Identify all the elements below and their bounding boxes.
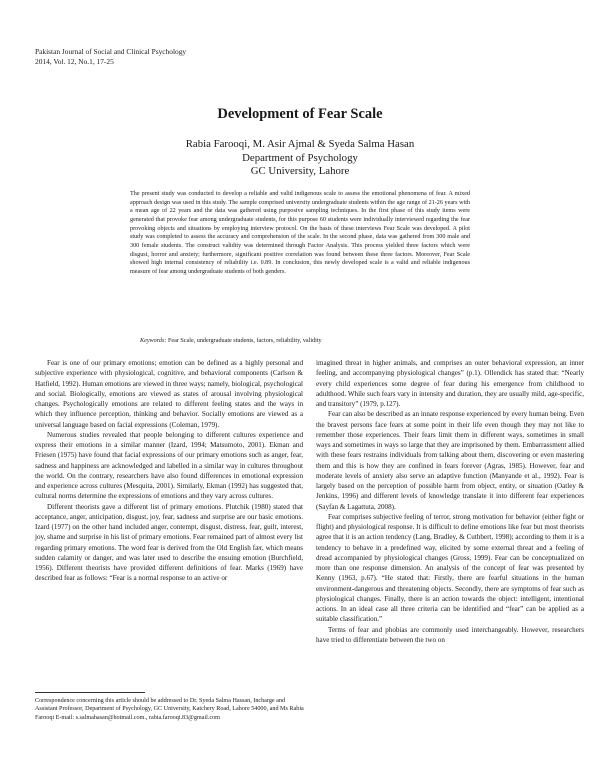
abstract: The present study was conducted to develop a reliable and valid indigenous scale to assess the emotional phenomena of fear. A mixed approach design was used in this study. The sample comprised university undergraduate students within the age range of 21-26 years with a mean age of 22 years and the data was gathered using purposive sampling techniques. In the first phase of this study items were generated that provoke fear among undergraduate students, for this purpose 60 students were individually interviewed regarding the fear provoking objects and situations by employing interview protocol. On the basis of these interviews Fear Scale was developed. A pilot study was completed to assess the accuracy and comprehension of the scale. In the second phase, data was gathered from 300 male and 300 female students. The construct validity was determined through Factor Analysis. This process yielded three factors which were disgust, horror and anxiety; furthermore, significant positive correlation was found between these three factors. Moreover, Fear Scale showed high internal consistency of reliability i.e. 0.89. In conclusion, this newly developed scale is a valid and reliable indigenous measure of fear among undergraduate students of both genders. (130, 191, 470, 275)
paragraph: Fear comprises subjective feeling of terror, strong motivation for behavior (either fight or flight) and physiological response. It is difficult to define emotions like fear but most theorists agree that it is an action tendency (Lang, Bradley, & Cuthbert, 1998); according to them it is a tendency to behave in a predefined way, elicited by some external threat and a feeling of dread accompanied by physiological changes (Gross, 1999). Fear can be conceptualized on more than one response dimension. An analysis of the concept of fear was presented by Kenny (1963, p.67). “He stated that: Firstly, there are fearful situations in the human environment-dangerous and threatening objects. Secondly, there are symptoms of fear such as physiological changes. Finally, there is an action towards the object: intelligent, intentional actions. In an ideal case all three criteria can be identified and “fear” can be applied as a suitable classification.” (316, 512, 584, 624)
right-column (316, 358, 584, 645)
paragraph: Different theorists gave a different list of primary emotions. Plutchik (1980) stated that acceptance, anger, anticipation, disgust, joy, fear, sadness and surprise are our basic emotions. Izard (1977) on the other hand included anger, contempt, disgust, distress, fear, guilt, interest, joy, shame and surprise in his list of primary emotions. Fear remained part of almost every list regarding primary emotions. The word fear is derived from the Old English fær, which means sudden calamity or danger, and was later used to describe the ensuing emotion (Burchfield, 1956). Different theorists have provided different definitions of fear. Marks (1969) have described fear as follows: “Fear is a normal response to an active or (35, 502, 303, 583)
paragraph: Numerous studies revealed that people belonging to different cultures experience and express their emotions in a similar manner (Izard, 1994; Matsumoto, 2001). Ekman and Friesen (1975) have found that facial expressions of our primary emotions such as anger, fear, sadness and happiness are acknowledged and labelled in a similar way in cultures throughout the world. On the contrary, researchers have also found differences in emotional expression and experience across cultures (Mesquita, 2001). Similarly, Ekman (1992) has suggested that, cultural norms determine the expressions of emotions and they vary across cultures. (35, 430, 303, 501)
journal-name: Pakistan Journal of Social and Clinical Psychology (35, 47, 187, 56)
author-department: Department of Psychology (242, 151, 358, 164)
article-title: Development of Fear Scale (217, 106, 383, 122)
keywords-label: Keywords: (140, 338, 167, 344)
paragraph: Fear can also be described as an innate response experienced by every human being. Even the bravest persons face fears at some point in their life even though they may not like to remember those experiences. Their fears limit them in different ways, sometimes in small ways and sometimes in ways so large that they are imprisoned by them. Embarrassment allied with these fears restrains individuals from talking about them, discovering or even mastering them and this is how they are confined in fears forever (Agras, 1985). However, fear and moderate levels of anxiety also serve an adaptive function (Manyande et al., 1992). Fear is largely based on the perception of possible harm from object, entity, or situation (Oatley & Jenkins, 1996) and different levels of knowledge translate it into different fear experiences (Sayfan & Lagattuta, 2008). (316, 410, 584, 511)
keywords (140, 338, 480, 344)
left-column (35, 358, 303, 584)
author-names: Rabia Farooqi, M. Asir Ajmal & Syeda Salma Hasan (185, 138, 415, 150)
author-university: GC University, Lahore (250, 165, 350, 177)
journal-issue: 2014, Vol. 12, No.1, 17-25 (35, 56, 114, 66)
keywords-text: Fear Scale, undergraduate students, factors, reliability, validity (167, 338, 322, 344)
footnote-divider (35, 692, 145, 693)
paragraph: Fear is one of our primary emotions; emotion can be defined as a highly personal and subjective experience with physiological, cognitive, and behavioral components (Carlson & Hatfield, 1992). Human emotions are viewed in three ways; namely, biological, psychological and social. Biologically, emotions are viewed as states of arousal involving physiological changes. Psychologically emotions are related to different feeling states and the ways in which they influence perception, thinking and behavior. Socially emotions are viewed as a universal language based on facial expressions (Coleman, 1979). (35, 359, 303, 429)
correspondence-footnote: Correspondence concerning this article should be addressed to Dr. Syeda Salma Hassan, Incharge and Assistant Professor, Department of Psychology, GC University, Katchery Road, Lahore 54000, and Ms Rabia Farooqi E-mail: s.salmahasan@hotmail.com., rabia.farooqi.83@gmail.com (35, 698, 304, 721)
paragraph: Terms of fear and phobias are commonly used interchangeably. However, researchers have tried to differentiate between the two on (316, 625, 584, 644)
paragraph: imagined threat in higher animals, and comprises an outer behavioral expression, an inner feeling, and accompanying physiological changes” (p.1). Ollendick has stated that: “Nearly every child experiences some degree of fear during his emergence from childhood to adulthood. While such fears vary in intensity and duration, they are usually mild, age-specific, and transitory” (1979, p.127). (316, 359, 584, 408)
author-block (0, 138, 600, 179)
journal-header (35, 47, 186, 66)
